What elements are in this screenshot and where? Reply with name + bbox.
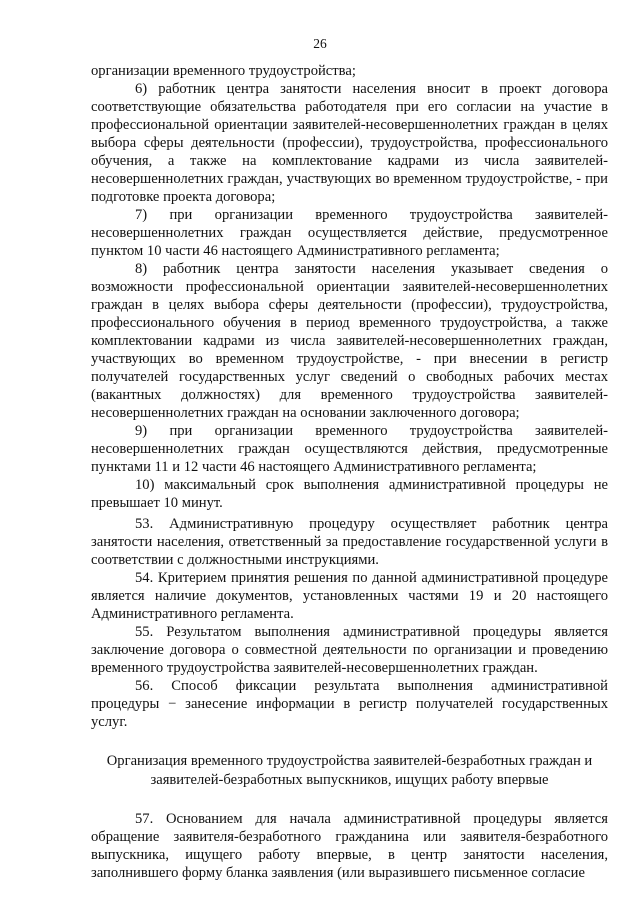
paragraph-item-8: 8) работник центра занятости населения указывает сведения о возможности профессиональной ориентации заявителей-несовершеннолетних граждан в целях выбора сферы деятельности (профессии), трудоустройства, профессионального обучения в период временного трудоустройства, а также комплектовании кадрами из числа заявителей-несовершеннолетних граждан, участвующих во временном трудоустройстве, - при внесении в регистр получателей государственных услуг сведений о свободных рабочих местах (вакантных должностях) для временного трудоустройства заявителей-несовершеннолетних граждан на основании заключенного договора; (91, 261, 608, 421)
paragraph-item-10: 10) максимальный срок выполнения административной процедуры не превышает 10 минут. (91, 477, 608, 511)
paragraph-continuation: организации временного трудоустройства; (91, 63, 356, 79)
page-number: 26 (313, 36, 327, 51)
paragraph-item-9: 9) при организации временного трудоустройства заявителей-несовершеннолетних граждан осуществляются действия, предусмотренные пунктами 11 и 12 части 46 настоящего Административного регламента; (91, 423, 608, 475)
document-body (91, 62, 608, 882)
paragraph-53: 53. Административную процедуру осуществляет работник центра занятости населения, ответственный за предоставление государственной услуги в соответствии с должностными инструкциями. (91, 516, 608, 568)
paragraph-item-6: 6) работник центра занятости населения вносит в проект договора соответствующие обязательства работодателя при его согласии на участие в профессиональной ориентации заявителей-несовершеннолетних граждан в целях выбора сферы деятельности (профессии), трудоустройства, профессионального обучения, а также на комплектование кадрами из числа заявителей-несовершеннолетних граждан, участвующих во временном трудоустройстве, - при подготовке проекта договора; (91, 81, 608, 205)
paragraph-55: 55. Результатом выполнения административной процедуры является заключение договора о совместной деятельности по организации и проведению временного трудоустройства заявителей-несовершеннолетних граждан. (91, 624, 608, 676)
section-heading: Организация временного трудоустройства заявителей-безработных граждан и заявителей-безработных выпускников, ищущих работу впервые (106, 753, 593, 788)
paragraph-56: 56. Способ фиксации результата выполнения административной процедуры − занесение информации в регистр получателей государственных услуг. (91, 678, 608, 730)
paragraph-57: 57. Основанием для начала административной процедуры является обращение заявителя-безработного гражданина или заявителя-безработного выпускника, ищущего работу впервые, в центр занятости населения, заполнившего форму бланка заявления (или выразившего письменное согласие (91, 811, 608, 881)
paragraph-54: 54. Критерием принятия решения по данной административной процедуре является наличие документов, установленных частями 19 и 20 настоящего Административного регламента. (91, 570, 608, 622)
paragraph-item-7: 7) при организации временного трудоустройства заявителей-несовершеннолетних граждан осуществляется действие, предусмотренное пунктом 10 части 46 настоящего Административного регламента; (91, 207, 608, 259)
